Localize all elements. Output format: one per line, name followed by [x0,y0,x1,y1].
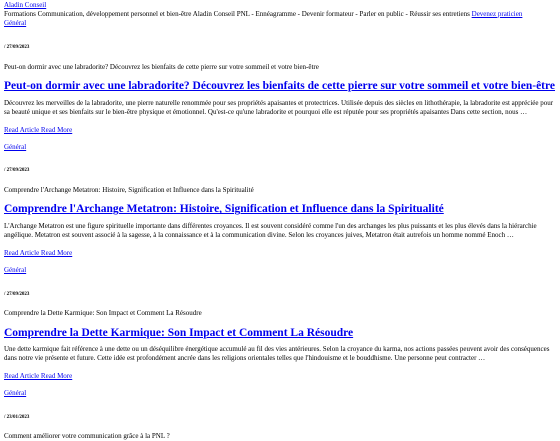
article-card [4,292,556,398]
become-practitioner-link[interactable]: Devenez praticien [471,9,523,18]
article-card [4,45,556,151]
article-card [4,168,556,274]
article-category-link[interactable]: Général [4,142,27,151]
category-link-general[interactable]: Général [4,18,27,27]
article-title [4,203,556,217]
article-title-link[interactable]: Comprendre l'Archange Metatron: Histoire, Signification et Influence dans la Spiritualité [4,203,444,216]
site-description-text: Formations Communication, développement personnel et bien-être Aladin Conseil PNL - Ennéagramme - Devenir formateur - Parler en public - Réussir ses entretiens [4,9,470,18]
article-excerpt: L'Archange Metatron est une figure spirituelle importante dans différentes croyances. Il est souvent considéré comme l'un des archanges les plus puissants et les plus élevés dans la hiérarchie angélique. Metatron est souvent associé à la sagesse, à la connaissance et à la communication divine. Selon les croyances juives, Metatron était autrefois un homme nommé Enoch … [4,222,537,240]
article-date: / 27/09/2023 [4,168,30,174]
article-category-link[interactable]: Général [4,265,27,274]
article-image-caption: Comprendre la Dette Karmique: Son Impact et Comment La Résoudre [4,308,202,317]
site-description [4,10,556,19]
read-more-link[interactable]: Read Article Read More [4,372,73,381]
article-title [4,327,556,341]
read-more-link[interactable]: Read Article Read More [4,249,73,258]
article-title [4,80,556,94]
article-image-caption: Comment améliorer votre communication grâce à la PNL ? [4,432,170,441]
article-title-link[interactable]: Comprendre la Dette Karmique: Son Impact et Comment La Résoudre [4,326,354,339]
article-excerpt: Découvrez les merveilles de la labradorite, une pierre naturelle renommée pour ses propriétés apaisantes et protectrices. Utilisée depuis des siècles en lithothérapie, la labradorite est appréciée pour sa beauté unique et ses bienfaits sur le bien-être physique et émotionnel. Qu'est-ce qu'une labradorite et pourquoi elle est réputée pour ses propriétés apaisantes Dans cette section, nous … [4,99,554,116]
read-more-link[interactable]: Read Article Read More [4,125,73,134]
site-title-link[interactable]: Aladin Conseil [4,1,47,9]
article-image-caption: Peut-on dormir avec une labradorite? Découvrez les bienfaits de cette pierre sur votre sommeil et votre bien-être [4,62,319,71]
article-excerpt: Une dette karmique fait référence à une dette ou un déséquilibre énergétique accumulé au fil des vies antérieures. Selon la croyance du karma, nos actions passées peuvent avoir des conséquences dans notre vie présente et future. Cette idée est profondément ancrée dans les religions orientales telles que l'hindouisme et le bouddhisme. Une personne peut contracter … [4,345,550,363]
article-title-link[interactable]: Peut-on dormir avec une labradorite? Découvrez les bienfaits de cette pierre sur votre sommeil et votre bien-être [4,80,556,93]
article-date: / 27/09/2023 [4,291,30,297]
article-image-caption: Comprendre l'Archange Metatron: Histoire, Signification et Influence dans la Spiritualité [4,185,254,194]
article-date: / 27/09/2023 [4,45,30,51]
article-date: / 23/01/2023 [4,414,30,420]
article-card [4,415,556,441]
article-category-link[interactable]: Général [4,389,27,398]
